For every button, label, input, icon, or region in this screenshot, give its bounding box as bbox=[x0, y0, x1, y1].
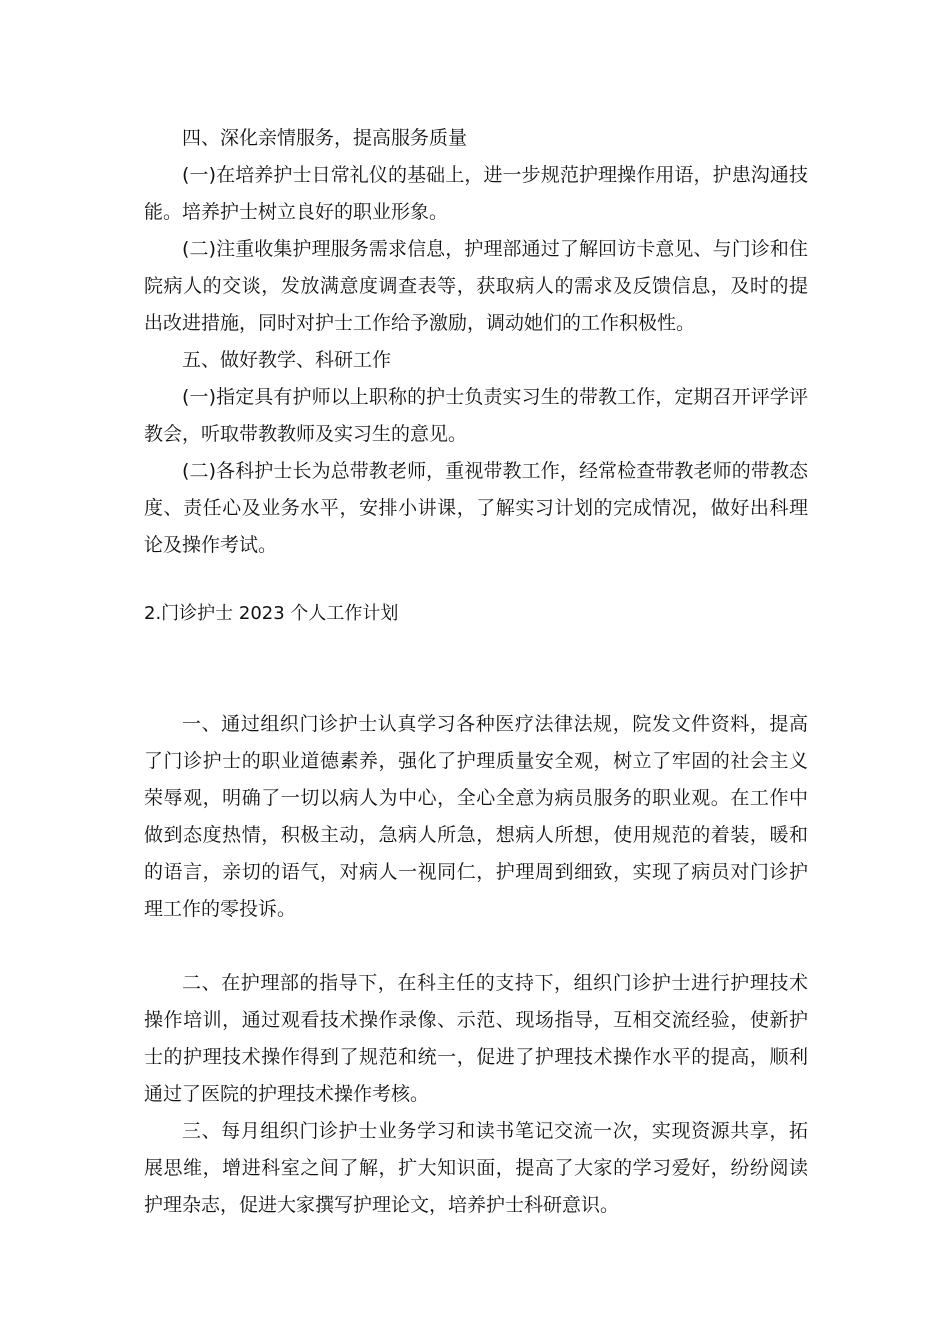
section-heading-four: 四、深化亲情服务，提高服务质量 bbox=[182, 127, 468, 149]
paragraph-5-2: (二)各科护士长为总带教老师，重视带教工作，经常检查带教老师的带教态度、责任心及业务水平，安排小讲课，了解实习计划的完成情况，做好出科理论及操作考试。 bbox=[144, 460, 808, 556]
paragraph-4-2: (二)注重收集护理服务需求信息，护理部通过了解回访卡意见、与门诊和住院病人的交谈，发放满意度调查表等，获取病人的需求及反馈信息，及时的提出改进措施，同时对护士工作给予激励，调动她们的工作积极性。 bbox=[144, 238, 808, 334]
document-title: 2.门诊护士 2023 个人工作计划 bbox=[144, 603, 399, 624]
paragraph-two: 二、在护理部的指导下，在科主任的支持下，组织门诊护士进行护理技术操作培训，通过观看技术操作录像、示范、现场指导，互相交流经验，使新护士的护理技术操作得到了规范和统一，促进了护理技术操作水平的提高，顺利通过了医院的护理技术操作考核。 bbox=[144, 972, 808, 1105]
paragraph-one: 一、通过组织门诊护士认真学习各种医疗法律法规，院发文件资料，提高了门诊护士的职业道德素养，强化了护理质量安全观，树立了牢固的社会主义荣辱观，明确了一切以病人为中心，全心全意为病员服务的职业观。在工作中做到态度热情，积极主动，急病人所急，想病人所想，使用规范的着装，暖和的语言，亲切的语气，对病人一视同仁，护理周到细致，实现了病员对门诊护理工作的零投诉。 bbox=[144, 713, 808, 920]
paragraph-4-1: (一)在培养护士日常礼仪的基础上，进一步规范护理操作用语，护患沟通技能。培养护士树立良好的职业形象。 bbox=[144, 164, 808, 223]
paragraph-5-1: (一)指定具有护师以上职称的护士负责实习生的带教工作，定期召开评学评教会，听取带教教师及实习生的意见。 bbox=[144, 386, 808, 445]
paragraph-three: 三、每月组织门诊护士业务学习和读书笔记交流一次，实现资源共享，拓展思维，增进科室之间了解，扩大知识面，提高了大家的学习爱好，纷纷阅读护理杂志，促进大家撰写护理论文，培养护士科研意识。 bbox=[144, 1120, 808, 1216]
section-heading-five: 五、做好教学、科研工作 bbox=[182, 349, 392, 371]
